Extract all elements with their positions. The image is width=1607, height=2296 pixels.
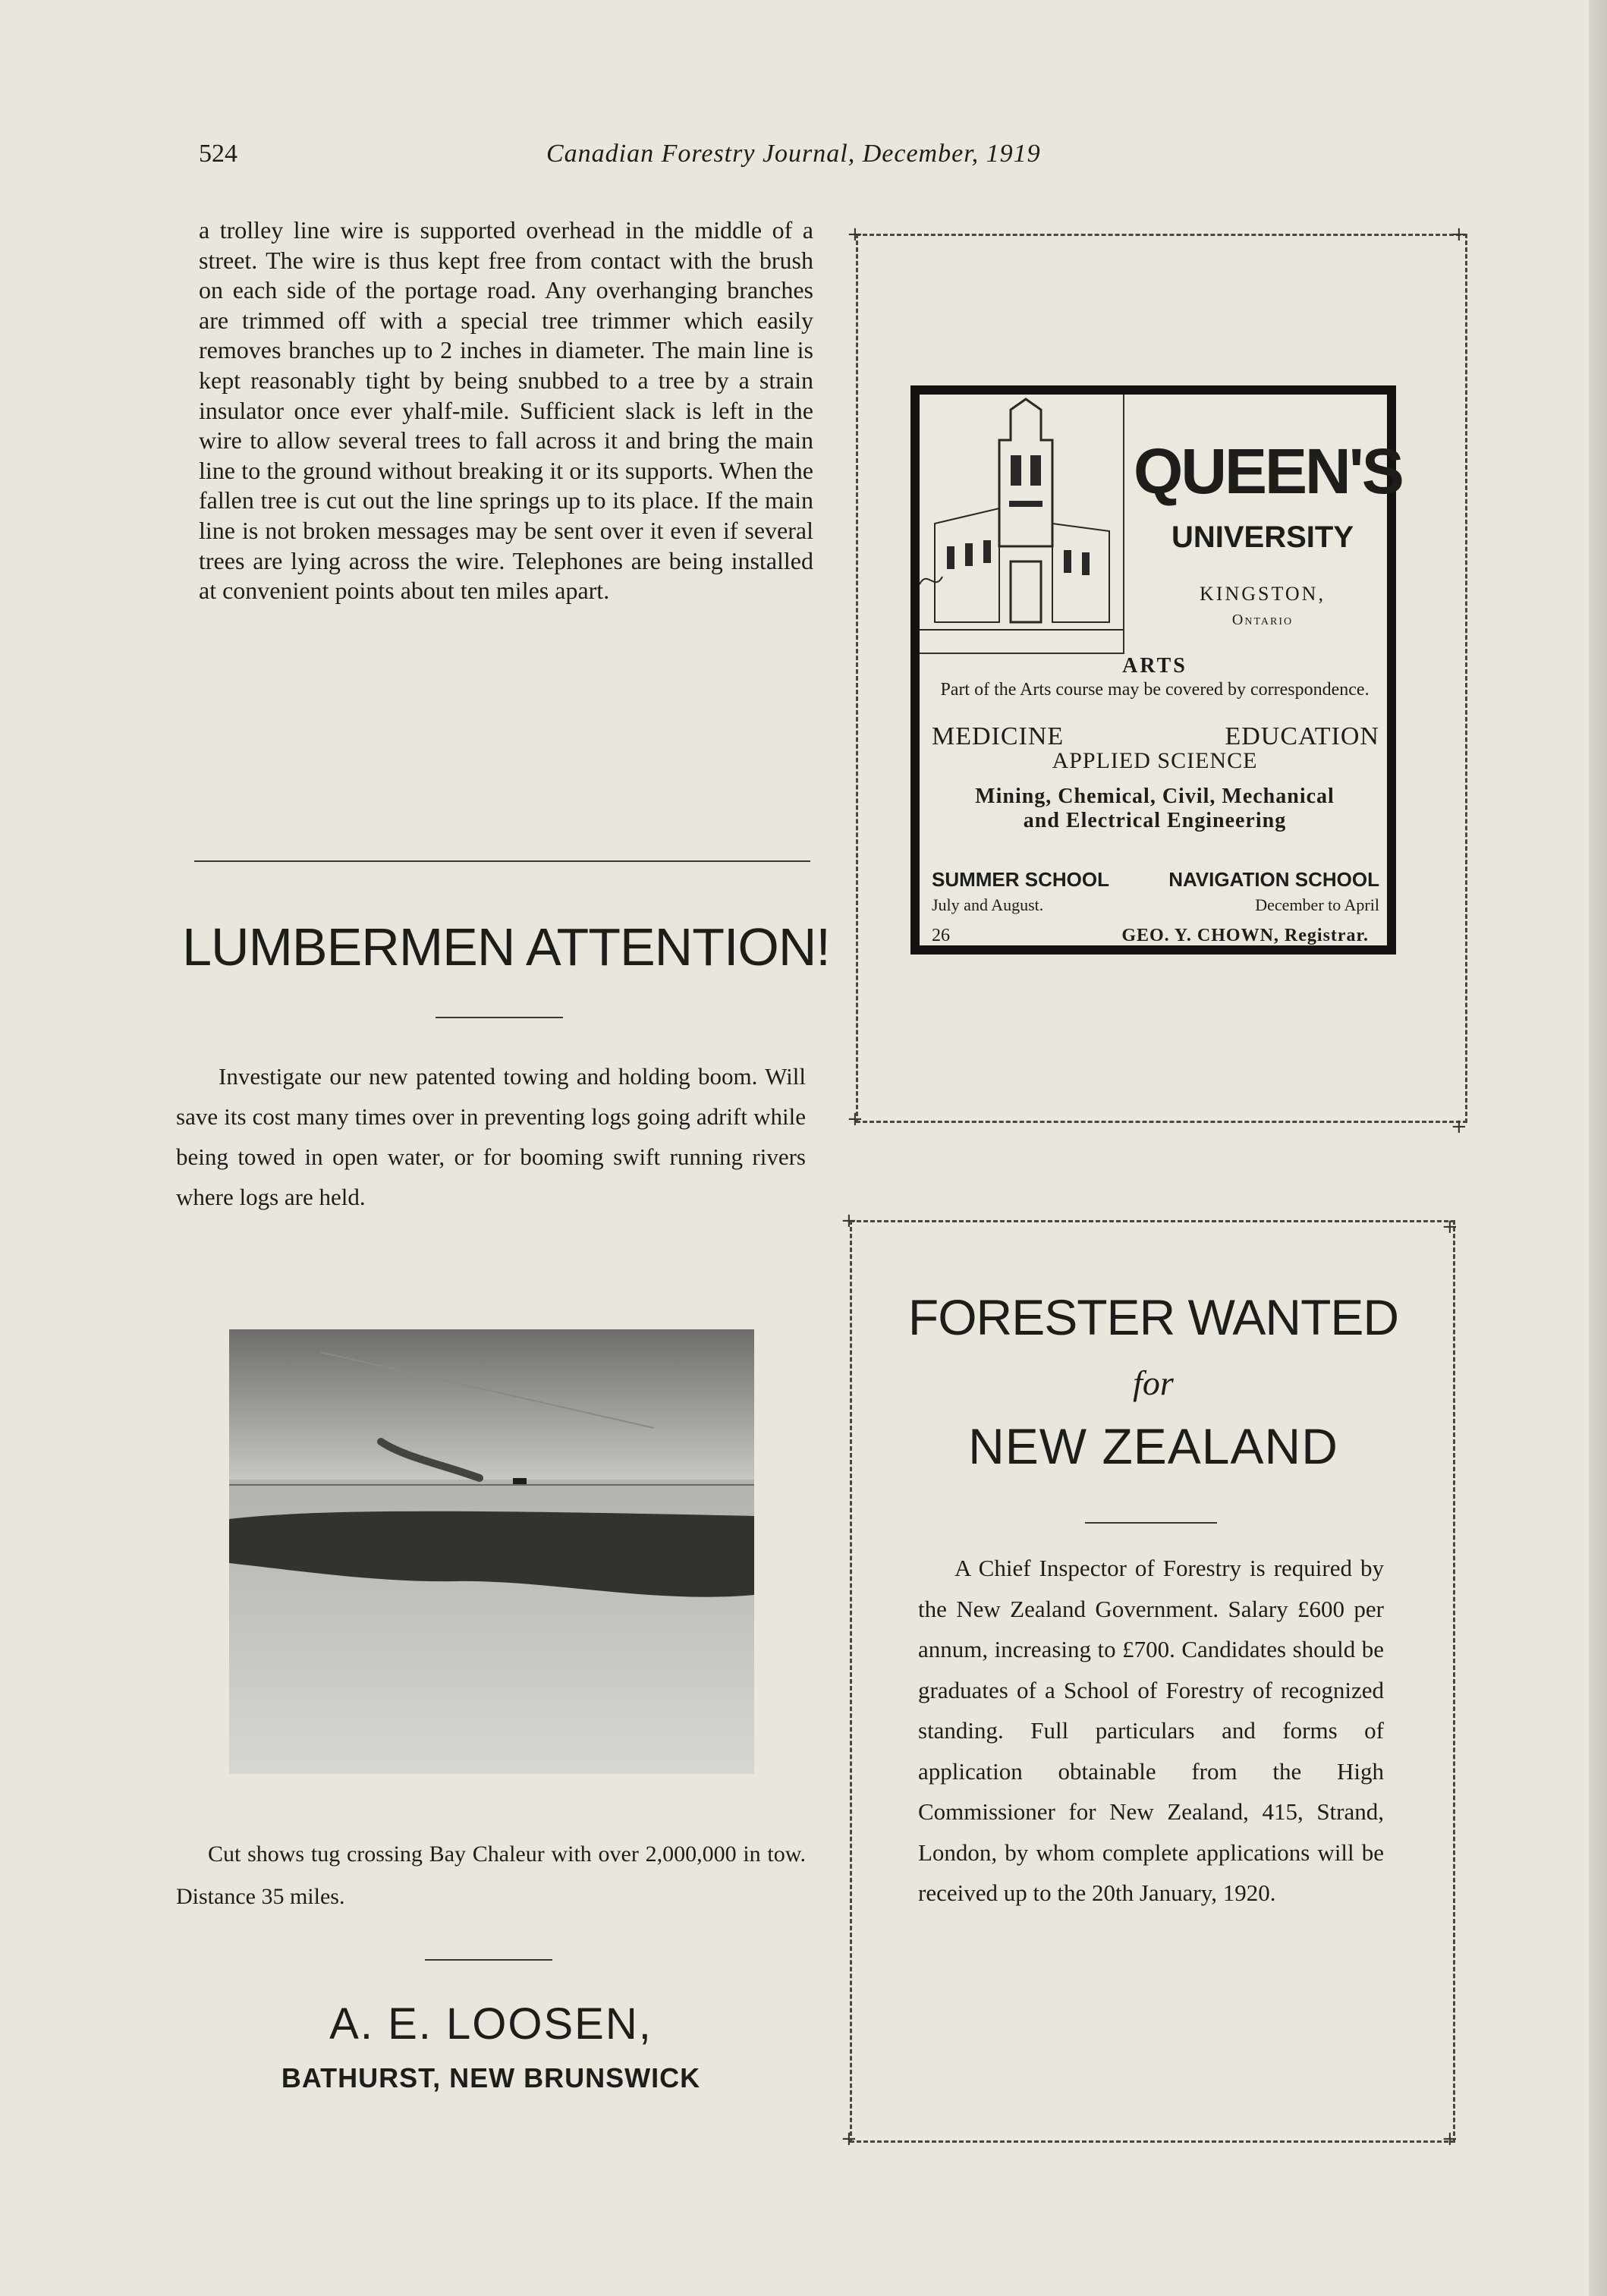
queens-city: KINGSTON, [1200, 583, 1326, 605]
frame-corner-icon: + [1442, 2128, 1458, 2150]
school-dates-row [932, 895, 1379, 915]
section-divider [194, 860, 810, 862]
advertiser-name: A. E. LOOSEN, [329, 1999, 653, 2049]
running-head: Canadian Forestry Journal, December, 1919 [546, 140, 1041, 168]
forester-title: FORESTER WANTED [907, 1289, 1399, 1345]
page-number: 524 [199, 140, 237, 168]
forester-body: A Chief Inspector of Forestry is required by the New Zealand Government. Salary £600 per annum, increasing to £700. Candidates should be graduates of a School of Forestry of recognized standing. Full particulars and forms of application obtainable from the High Commissioner for New Zealand, 415, Strand, London, by whom complete applications will be received up to the 20th January, 1920. [918, 1555, 1384, 1906]
caption-rule [425, 1959, 552, 1961]
engineering-label: Mining, Chemical, Civil, Mechanical and Electrical Engineering [975, 785, 1335, 832]
medicine-label: MEDICINE [932, 722, 1065, 750]
frame-corner-icon: + [847, 223, 863, 246]
university-building-illustration [920, 395, 1124, 654]
photo-caption: Cut shows tug crossing Bay Chaleur with over 2,000,000 in tow. Distance 35 miles. [176, 1842, 806, 1909]
ad-number: 26 [932, 926, 950, 945]
navigation-school-label: NAVIGATION SCHOOL [1168, 868, 1379, 891]
forester-rule [1085, 1522, 1217, 1524]
queens-subtitle: UNIVERSITY [1171, 521, 1354, 554]
arts-note: Part of the Arts course may be covered by correspondence. [940, 680, 1370, 700]
registrar-row [932, 926, 1379, 946]
schools-row [932, 868, 1379, 892]
queens-title: QUEEN'S [1134, 436, 1402, 507]
navigation-dates: December to April [1255, 895, 1379, 914]
tug-photo [229, 1329, 754, 1774]
frame-corner-icon: + [847, 1108, 863, 1131]
queens-university-ad [910, 385, 1402, 955]
forester-subtitle: NEW ZEALAND [968, 1418, 1338, 1474]
arts-heading: ARTS [1122, 654, 1187, 678]
frame-corner-icon: + [1442, 1216, 1458, 1238]
registrar: GEO. Y. CHOWN, Registrar. [1121, 926, 1369, 945]
lumbermen-headline: LUMBERMEN ATTENTION! [182, 917, 830, 977]
summer-school-label: SUMMER SCHOOL [932, 868, 1109, 891]
page-edge [1589, 0, 1607, 2296]
summer-dates: July and August. [932, 895, 1044, 914]
frame-corner-icon: + [841, 1209, 857, 1232]
article-text: a trolley line wire is supported overhead in the middle of a street. The wire is thus kept free from contact with the brush on each side of the portage road. Any overhanging branches are trimmed off with a special tree trimmer which easily removes branches up to 2 inches in diameter. The main line is kept reasonably tight by being snubbed to a tree by a strain insulator once ever yhalf-mile. Sufficient slack is left in the wire to allow several trees to fall across it and bring the main line to the ground without breaking it or its supports. When the fallen tree is cut out the line springs up to its place. If the main line is not broken messages may be sent over it even if several trees are lying across the wire. Telephones are being installed at convenient points about ten miles apart. [199, 216, 813, 605]
frame-corner-icon: + [1451, 1115, 1467, 1138]
education-label: EDUCATION [1225, 722, 1379, 750]
frame-corner-icon: + [841, 2128, 857, 2150]
faculty-row [932, 722, 1379, 751]
headline-rule [436, 1017, 563, 1018]
lumbermen-body: Investigate our new patented towing and holding boom. Will save its cost many times over in preventing logs going adrift while being towed in open water, or for booming swift running rivers where logs are held. [176, 1063, 806, 1210]
queens-province: Ontario [1231, 612, 1294, 628]
applied-science-label: APPLIED SCIENCE [1052, 748, 1258, 773]
forester-for: for [1133, 1363, 1174, 1402]
advertiser-location: BATHURST, NEW BRUNSWICK [281, 2062, 701, 2093]
frame-corner-icon: + [1451, 223, 1467, 246]
